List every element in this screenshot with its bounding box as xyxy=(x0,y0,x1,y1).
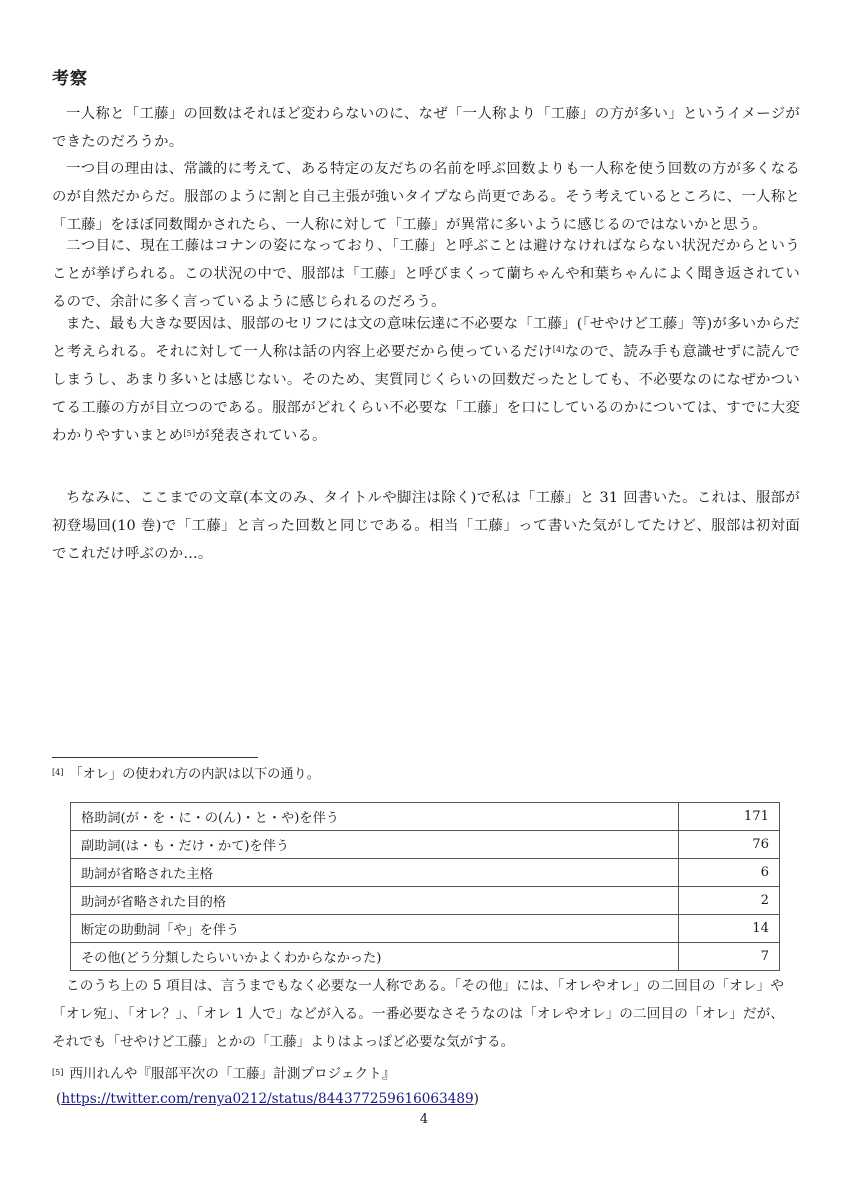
footnote-4-marker: [4] xyxy=(52,768,64,777)
table-cell-value: 171 xyxy=(679,803,780,831)
footnote-4 xyxy=(52,764,320,786)
paragraph-1: 一人称と「工藤」の回数はそれほど変わらないのに、なぜ「一人称より「工藤」の方が多い」というイメージができたのだろうか。 xyxy=(52,106,800,150)
footnote-4-note: このうち上の 5 項目は、言うまでもなく必要な一人称である。「その他」には、「オレやオレ」の二回目の「オレ」や「オレ宛」、「オレ？」、「オレ 1 人で」などが入る。一番必要なさそうなのは「オレやオレ」の二回目の「オレ」だが、それでも「せやけど工藤」とかの「工藤」よりはよっぽど必要な気がする。 xyxy=(52,978,784,1050)
paragraph-4-part-c: が発表されている。 xyxy=(195,428,327,444)
table-cell-value: 14 xyxy=(679,915,780,943)
table-cell-label: 断定の助動詞「や」を伴う xyxy=(71,915,679,943)
footnote-5 xyxy=(52,1062,479,1112)
footnote-5-paren-open: ( xyxy=(56,1091,62,1107)
table-row xyxy=(71,887,780,915)
paragraph-3: 二つ目に、現在工藤はコナンの姿になっており、「工藤」と呼ぶことは避けなければならない状況だからということが挙げられる。この状況の中で、服部は「工藤」と呼びまくって蘭ちゃんや和葉ちゃんによく聞き返されているので、余計に多く言っているように感じられるのだろう。 xyxy=(52,238,800,310)
footnote-5-link[interactable]: https://twitter.com/renya0212/status/844377259616063489 xyxy=(61,1091,474,1107)
footnote-5-marker: [5] xyxy=(52,1068,64,1077)
table-row xyxy=(71,831,780,859)
footnote-4-text: 「オレ」の使われ方の内訳は以下の通り。 xyxy=(69,767,320,782)
table-cell-label: 助詞が省略された主格 xyxy=(71,859,679,887)
paragraph-2: 一つ目の理由は、常識的に考えて、ある特定の友だちの名前を呼ぶ回数よりも一人称を使う回数の方が多くなるのが自然だからだ。服部のように割と自己主張が強いタイプなら尚更である。そう考えているところに、一人称と「工藤」をほぼ同数聞かされたら、一人称に対して「工藤」が異常に多いように感じるのではないかと思う。 xyxy=(52,161,800,233)
footnote-divider xyxy=(52,757,258,758)
footnote-5-paren-close: ) xyxy=(473,1091,479,1107)
table-cell-value: 76 xyxy=(679,831,780,859)
paragraph-4 xyxy=(52,310,800,450)
table-row xyxy=(71,803,780,831)
table-cell-label: 副助詞(は・も・だけ・かて)を伴う xyxy=(71,831,679,859)
section-heading: 考察 xyxy=(52,69,88,89)
table-cell-label: 格助詞(が・を・に・の(ん)・と・や)を伴う xyxy=(71,803,679,831)
table-cell-value: 7 xyxy=(679,943,780,971)
footnote-ref-4[interactable]: [4] xyxy=(552,345,565,354)
table-cell-label: 助詞が省略された目的格 xyxy=(71,887,679,915)
table-row xyxy=(71,915,780,943)
page-number: 4 xyxy=(419,1112,429,1127)
table-row xyxy=(71,859,780,887)
paragraph-4-part-a: また、最も大きな要因は、服部のセリフには文の意味伝達に不必要な「工藤」(「せやけど工藤」等)が多いからだと考えられる。それに対して一人称は話の内容上必要だから使っているだけ xyxy=(52,316,800,360)
table-cell-value: 2 xyxy=(679,887,780,915)
paragraph-5: ちなみに、ここまでの文章(本文のみ、タイトルや脚注は除く)で私は「工藤」と 31 回書いた。これは、服部が初登場回(10 巻)で「工藤」と言った回数と同じである。相当「工藤」って書いた気がしてたけど、服部は初対面でこれだけ呼ぶのか…。 xyxy=(52,490,800,562)
footnote-ref-5[interactable]: [5] xyxy=(183,429,196,438)
paragraph-4-part-b: なので、読み手も意識せずに読んでしまうし、あまり多いとは感じない。そのため、実質同じくらいの回数だったとしても、不必要なのになぜかついてる工藤の方が目立つのである。服部がどれくらい不必要な「工藤」を口にしているのかについては、すでに大変わかりやすいまとめ xyxy=(52,344,800,444)
footnote-5-text: 西川れんや『服部平次の「工藤」計測プロジェクト』 xyxy=(69,1066,396,1082)
table-cell-value: 6 xyxy=(679,859,780,887)
table-cell-label: その他(どう分類したらいいかよくわからなかった) xyxy=(71,943,679,971)
table-row xyxy=(71,943,780,971)
ore-usage-table xyxy=(70,802,780,971)
